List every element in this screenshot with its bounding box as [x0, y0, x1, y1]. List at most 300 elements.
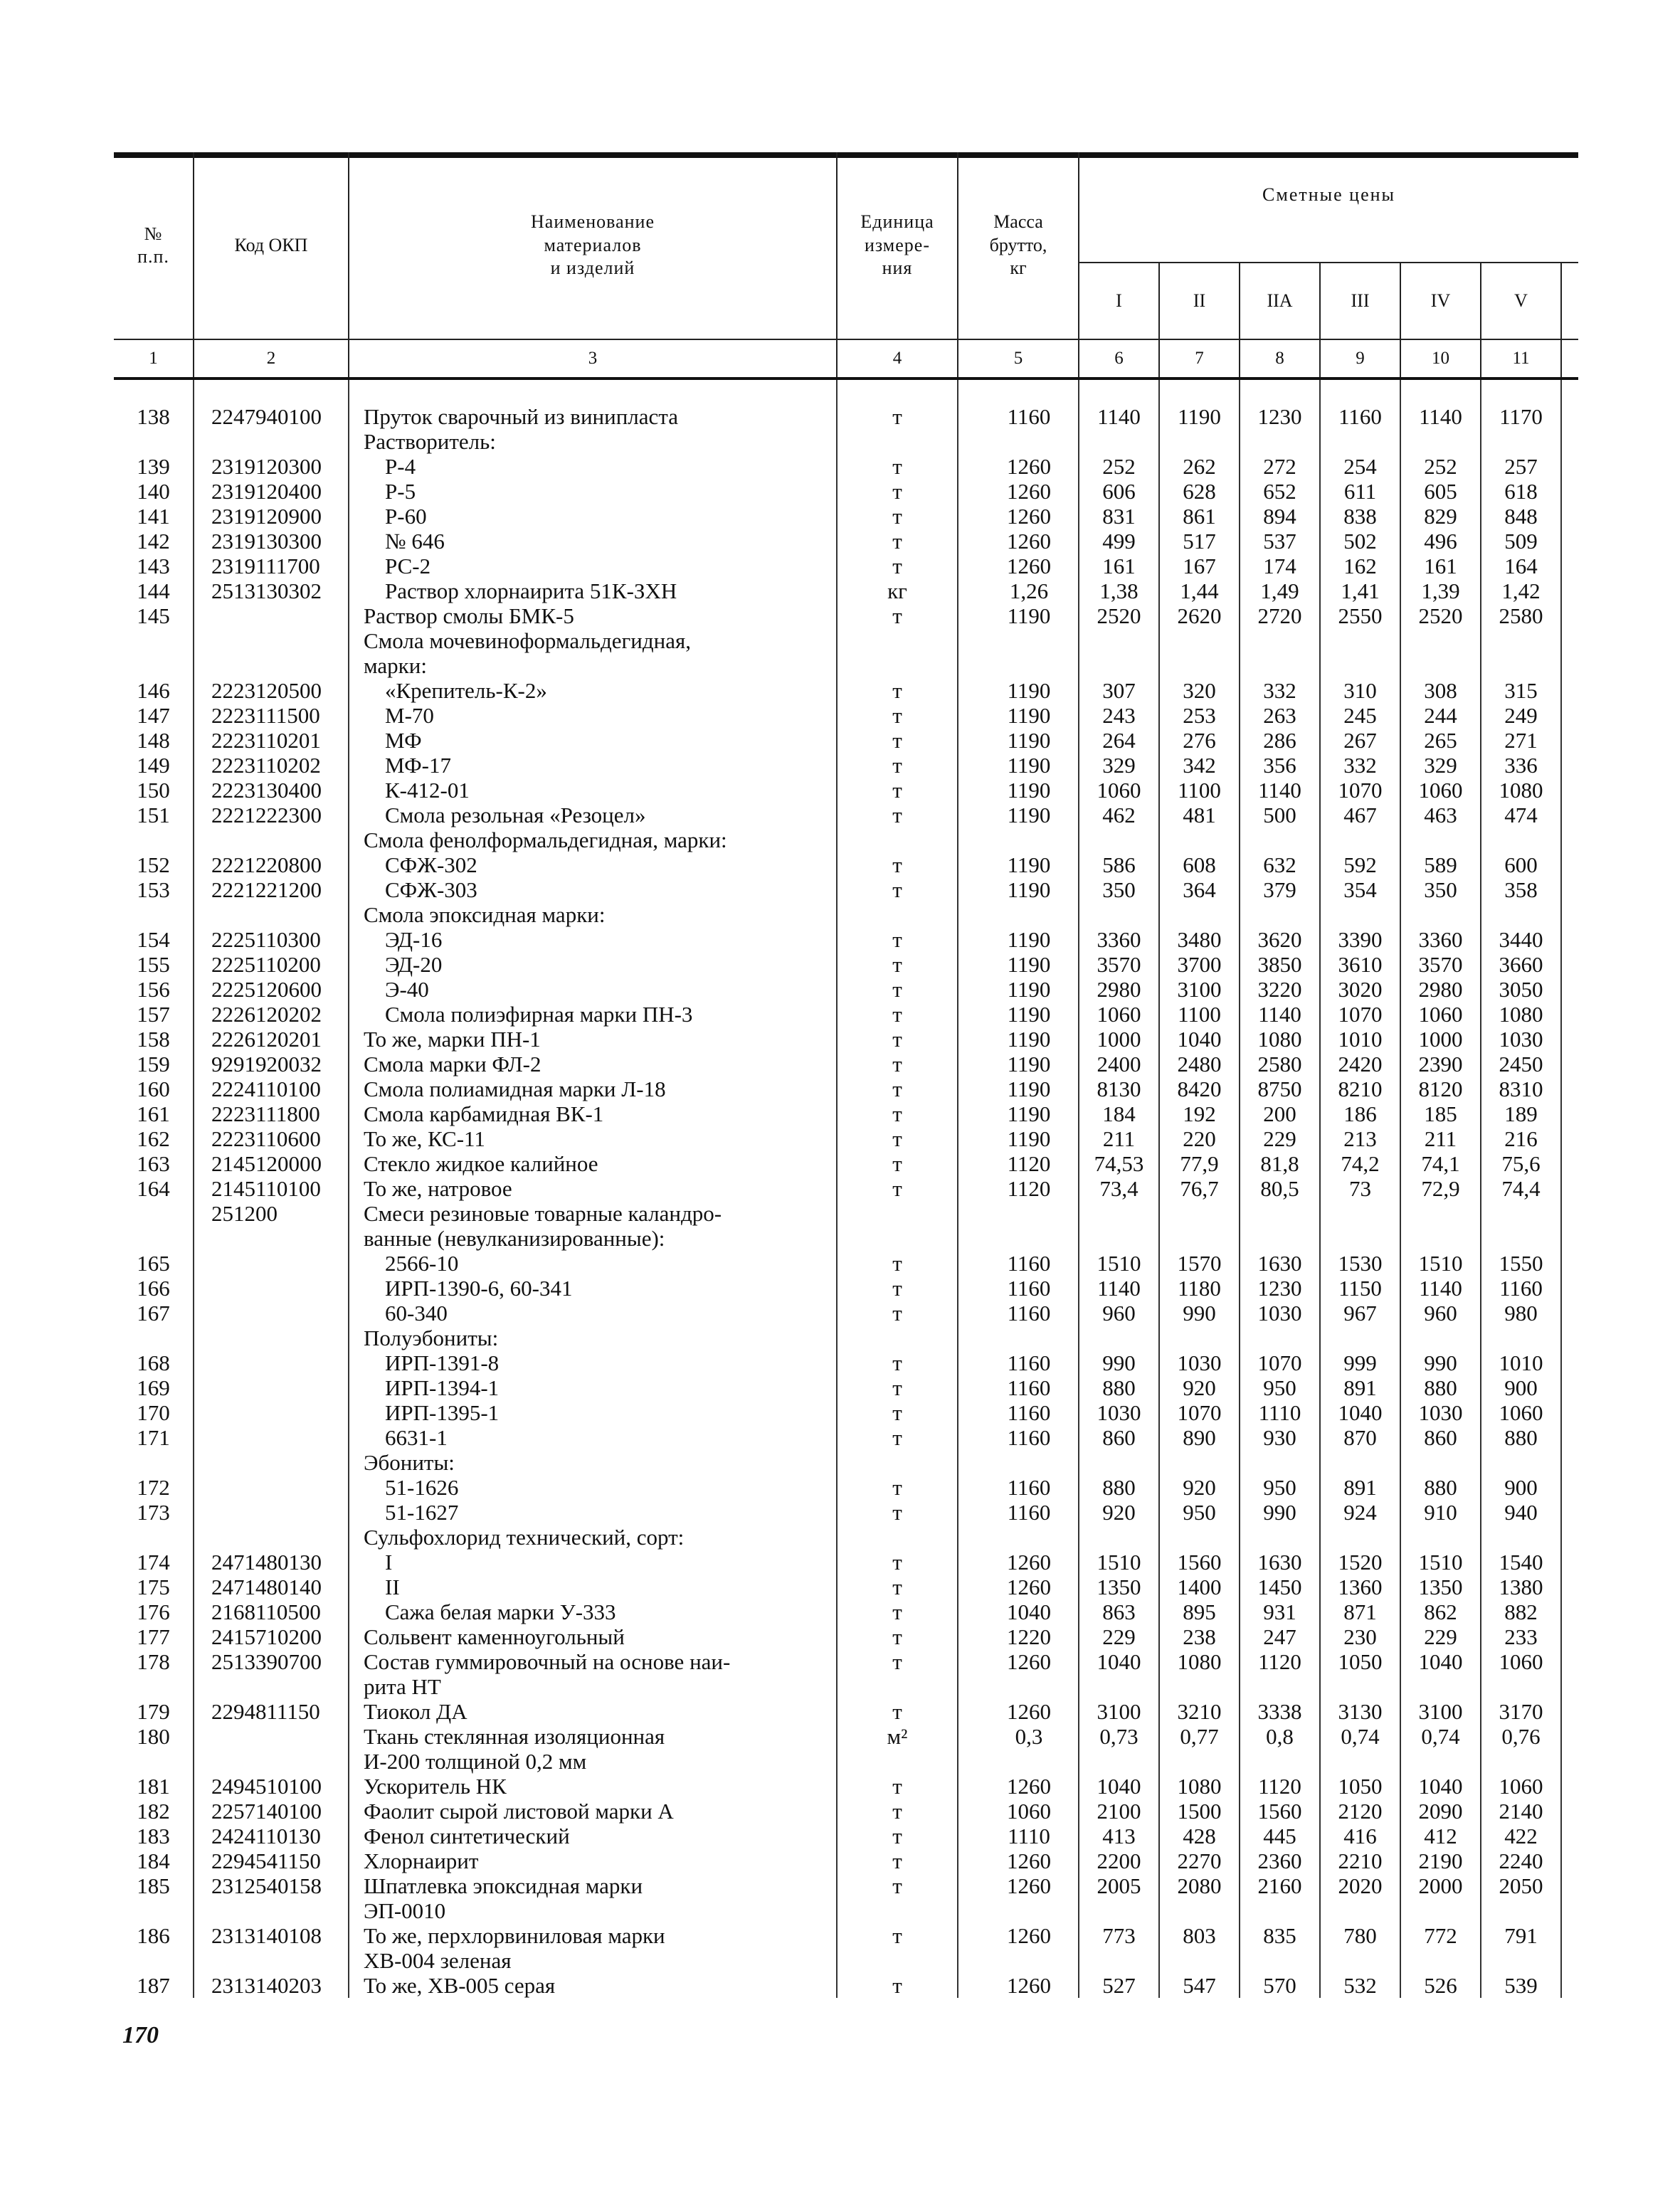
price-zone-iv: 1510 [1400, 1550, 1481, 1575]
price-zone-ii [1159, 1525, 1240, 1550]
gross-mass [958, 1450, 1079, 1475]
price-zone-ii [1159, 1201, 1240, 1226]
unit: т [837, 1799, 958, 1824]
table-row [114, 827, 1578, 852]
row-number: 185 [137, 1873, 170, 1898]
price-zone-i [1079, 1326, 1159, 1350]
price-zone-iv: 211 [1400, 1126, 1481, 1151]
price-zone-i: 831 [1079, 504, 1159, 529]
unit: т [837, 603, 958, 628]
price-zone-iia: 1080 [1240, 1027, 1320, 1052]
row-edge [1561, 902, 1578, 927]
row-number: 169 [137, 1375, 170, 1400]
price-table [114, 152, 1578, 1998]
price-zone-iia [1240, 429, 1320, 454]
material-name [349, 952, 837, 977]
price-zone-iv [1400, 1898, 1481, 1923]
okp-code: 2223110201 [194, 728, 349, 753]
material-name [349, 1002, 837, 1027]
material-name [349, 578, 837, 603]
price-zone-v: 1010 [1481, 1350, 1561, 1375]
row-edge [1561, 1400, 1578, 1425]
col-number-10: 10 [1400, 339, 1481, 379]
price-zone-iv: 308 [1400, 678, 1481, 703]
price-zone-iii: 2420 [1320, 1052, 1400, 1076]
unit: т [837, 1824, 958, 1848]
table-row [114, 778, 1578, 803]
okp-code: 2225120600 [194, 977, 349, 1002]
price-zone-iv: 244 [1400, 703, 1481, 728]
table-row [114, 1052, 1578, 1076]
unit: т [837, 1375, 958, 1400]
table-row [114, 703, 1578, 728]
row-number: 141 [137, 504, 170, 529]
row-edge [1561, 1550, 1578, 1575]
row-edge [1561, 1326, 1578, 1350]
gross-mass: 1190 [958, 1101, 1079, 1126]
price-zone-iv [1400, 1201, 1481, 1226]
gross-mass: 1260 [958, 1575, 1079, 1599]
material-name-text: РС-2 [385, 554, 431, 578]
gross-mass: 0,3 [958, 1724, 1079, 1749]
material-name: Растворитель: [349, 429, 837, 454]
table-row [114, 1774, 1578, 1799]
price-zone-ii: 1400 [1159, 1575, 1240, 1599]
unit: т [837, 1500, 958, 1525]
material-name [349, 1400, 837, 1425]
header-code: Код ОКП [194, 152, 349, 339]
row-number: 168 [137, 1350, 170, 1375]
price-zone-iv: 265 [1400, 728, 1481, 753]
price-zone-v: 2140 [1481, 1799, 1561, 1824]
unit: т [837, 1774, 958, 1799]
unit: т [837, 803, 958, 827]
table-row [114, 1251, 1578, 1276]
gross-mass: 1160 [958, 1251, 1079, 1276]
okp-code: 2319130300 [194, 529, 349, 554]
material-name-text: Р-4 [385, 454, 416, 479]
material-name: Смола фенолформальдегидная, марки: [349, 827, 837, 852]
header-mass: Масса брутто, кг [958, 152, 1079, 339]
unit: т [837, 678, 958, 703]
material-name-text: 51-1626 [385, 1475, 459, 1500]
price-zone-iia: 931 [1240, 1599, 1320, 1624]
row-edge [1561, 578, 1578, 603]
unit [837, 1201, 958, 1226]
price-zone-i: 8130 [1079, 1076, 1159, 1101]
gross-mass: 1160 [958, 1350, 1079, 1375]
gross-mass: 1190 [958, 977, 1079, 1002]
price-zone-ii [1159, 827, 1240, 852]
price-zone-ii [1159, 902, 1240, 927]
price-zone-iv: 829 [1400, 504, 1481, 529]
price-zone-iia [1240, 1226, 1320, 1251]
okp-code [194, 1301, 349, 1326]
price-zone-i: 863 [1079, 1599, 1159, 1624]
price-zone-v [1481, 1749, 1561, 1774]
okp-code: 2223120500 [194, 678, 349, 703]
unit: т [837, 1923, 958, 1948]
price-zone-iii: 611 [1320, 479, 1400, 504]
table-row [114, 1898, 1578, 1923]
row-edge [1561, 1724, 1578, 1749]
price-zone-iii: 1160 [1320, 404, 1400, 429]
price-zone-iia: 1560 [1240, 1799, 1320, 1824]
price-zone-v: 233 [1481, 1624, 1561, 1649]
table-row [114, 603, 1578, 628]
col-number-1: 1 [114, 339, 194, 379]
row-number: 161 [137, 1101, 170, 1126]
price-zone-v: 271 [1481, 728, 1561, 753]
price-zone-iia: 1230 [1240, 1276, 1320, 1301]
col-number-7: 7 [1159, 339, 1240, 379]
price-zone-ii: 192 [1159, 1101, 1240, 1126]
gross-mass: 1060 [958, 1799, 1079, 1824]
price-zone-v: 3050 [1481, 977, 1561, 1002]
material-name-text: 51-1627 [385, 1500, 459, 1525]
row-edge [1561, 1674, 1578, 1699]
row-edge [1561, 603, 1578, 628]
material-name: Состав гуммировочный на основе наи- [349, 1649, 837, 1674]
okp-code [194, 1525, 349, 1550]
table-row [114, 1276, 1578, 1301]
unit: т [837, 1848, 958, 1873]
price-zone-iii: 780 [1320, 1923, 1400, 1948]
price-zone-ii [1159, 1450, 1240, 1475]
price-zone-iia: 272 [1240, 454, 1320, 479]
table-row [114, 404, 1578, 429]
gross-mass: 1190 [958, 852, 1079, 877]
row-edge [1561, 728, 1578, 753]
price-zone-iia: 81,8 [1240, 1151, 1320, 1176]
price-zone-i: 499 [1079, 529, 1159, 554]
table-row [114, 852, 1578, 877]
unit [837, 1898, 958, 1923]
row-edge [1561, 927, 1578, 952]
price-zone-v: 880 [1481, 1425, 1561, 1450]
material-name [349, 1301, 837, 1326]
row-number [114, 1749, 194, 1774]
col-number-5: 5 [958, 339, 1079, 379]
price-zone-iii: 245 [1320, 703, 1400, 728]
gross-mass [958, 1674, 1079, 1699]
price-zone-i [1079, 1226, 1159, 1251]
price-zone-i: 161 [1079, 554, 1159, 578]
row-edge [1561, 1649, 1578, 1674]
price-zone-v: 1160 [1481, 1276, 1561, 1301]
row-number [114, 653, 194, 678]
price-zone-iii: 186 [1320, 1101, 1400, 1126]
unit: т [837, 1649, 958, 1674]
material-name-text: ЭД-20 [385, 952, 443, 977]
row-edge [1561, 1774, 1578, 1799]
price-zone-iii: 871 [1320, 1599, 1400, 1624]
material-name-text: СФЖ-303 [385, 877, 477, 902]
unit [837, 1948, 958, 1973]
price-zone-iv: 2090 [1400, 1799, 1481, 1824]
price-zone-ii: 238 [1159, 1624, 1240, 1649]
okp-code: 2247940100 [194, 404, 349, 429]
material-name [349, 1375, 837, 1400]
price-zone-i: 1350 [1079, 1575, 1159, 1599]
gross-mass [958, 1749, 1079, 1774]
material-name: Смола мочевиноформальдегидная, [349, 628, 837, 653]
price-zone-iia: 1450 [1240, 1575, 1320, 1599]
price-zone-v [1481, 827, 1561, 852]
okp-code [194, 1475, 349, 1500]
row-number: 178 [137, 1649, 170, 1674]
price-zone-iii: 3020 [1320, 977, 1400, 1002]
price-zone-iv: 2000 [1400, 1873, 1481, 1898]
row-edge [1561, 1575, 1578, 1599]
row-edge [1561, 1898, 1578, 1923]
table-row [114, 1674, 1578, 1699]
price-zone-ii: 342 [1159, 753, 1240, 778]
price-zone-ii: 76,7 [1159, 1176, 1240, 1201]
price-zone-v: 164 [1481, 554, 1561, 578]
price-zone-v: 600 [1481, 852, 1561, 877]
price-zone-iii: 416 [1320, 1824, 1400, 1848]
price-zone-ii [1159, 628, 1240, 653]
row-number: 184 [137, 1848, 170, 1873]
material-name-text: МФ [385, 728, 422, 753]
material-name [349, 1350, 837, 1375]
price-zone-i: 880 [1079, 1475, 1159, 1500]
okp-code: 2319120300 [194, 454, 349, 479]
okp-code [194, 653, 349, 678]
price-zone-v: 336 [1481, 753, 1561, 778]
price-zone-iia: 229 [1240, 1126, 1320, 1151]
price-zone-iii: 73 [1320, 1176, 1400, 1201]
price-zone-iii: 2550 [1320, 603, 1400, 628]
row-edge [1561, 1201, 1578, 1226]
material-name-text: Сажа белая марки У-333 [385, 1599, 616, 1624]
okp-code [194, 1375, 349, 1400]
material-name-text: МФ-17 [385, 753, 451, 778]
gross-mass: 1260 [958, 1848, 1079, 1873]
price-zone-iv: 772 [1400, 1923, 1481, 1948]
row-edge [1561, 1276, 1578, 1301]
price-zone-iia: 1110 [1240, 1400, 1320, 1425]
price-zone-iii: 838 [1320, 504, 1400, 529]
gross-mass: 1260 [958, 554, 1079, 578]
material-name: Эбониты: [349, 1450, 837, 1475]
table-row [114, 1848, 1578, 1873]
price-zone-iia: 2720 [1240, 603, 1320, 628]
row-number: 148 [137, 728, 170, 753]
price-zone-iii: 3390 [1320, 927, 1400, 952]
price-zone-iii: 467 [1320, 803, 1400, 827]
material-name: Смола полиамидная марки Л-18 [349, 1076, 837, 1101]
material-name: Смола марки ФЛ-2 [349, 1052, 837, 1076]
material-name-text: 60-340 [385, 1301, 448, 1326]
gross-mass: 1160 [958, 1301, 1079, 1326]
price-zone-i [1079, 902, 1159, 927]
header-name: Наименование материалов и изделий [349, 152, 837, 339]
spacer-row [114, 379, 1578, 404]
price-zone-v: 0,76 [1481, 1724, 1561, 1749]
okp-code [194, 1500, 349, 1525]
price-zone-ii: 253 [1159, 703, 1240, 728]
price-zone-ii [1159, 1226, 1240, 1251]
price-zone-v: 791 [1481, 1923, 1561, 1948]
price-zone-ii [1159, 1898, 1240, 1923]
price-zone-iia [1240, 1948, 1320, 1973]
price-zone-i: 2980 [1079, 977, 1159, 1002]
price-zone-iii [1320, 1948, 1400, 1973]
price-zone-i: 586 [1079, 852, 1159, 877]
material-name: Хлорнаирит [349, 1848, 837, 1873]
price-zone-ii: 276 [1159, 728, 1240, 753]
okp-code [194, 1425, 349, 1450]
okp-code: 2223111800 [194, 1101, 349, 1126]
gross-mass: 1160 [958, 1276, 1079, 1301]
unit: т [837, 1425, 958, 1450]
row-number [114, 429, 194, 454]
price-zone-v: 3440 [1481, 927, 1561, 952]
row-number: 147 [137, 703, 170, 728]
price-zone-v: 2240 [1481, 1848, 1561, 1873]
price-zone-iia: 379 [1240, 877, 1320, 902]
material-name [349, 1475, 837, 1500]
price-zone-v: 900 [1481, 1475, 1561, 1500]
price-zone-iv [1400, 1326, 1481, 1350]
row-edge [1561, 429, 1578, 454]
gross-mass [958, 653, 1079, 678]
price-zone-i: 211 [1079, 1126, 1159, 1151]
price-zone-iii: 230 [1320, 1624, 1400, 1649]
row-edge [1561, 877, 1578, 902]
material-name [349, 529, 837, 554]
price-zone-v: 3170 [1481, 1699, 1561, 1724]
price-zone-iv [1400, 1674, 1481, 1699]
unit: т [837, 1550, 958, 1575]
price-zone-i: 74,53 [1079, 1151, 1159, 1176]
price-zone-iia: 990 [1240, 1500, 1320, 1525]
price-zone-iv: 2390 [1400, 1052, 1481, 1076]
okp-code [194, 1350, 349, 1375]
gross-mass: 1260 [958, 1923, 1079, 1948]
row-number: 171 [137, 1425, 170, 1450]
price-zone-iii [1320, 429, 1400, 454]
price-zone-i [1079, 628, 1159, 653]
price-zone-i: 2400 [1079, 1052, 1159, 1076]
gross-mass: 1160 [958, 1425, 1079, 1450]
row-number [114, 1525, 194, 1550]
price-zone-iii: 924 [1320, 1500, 1400, 1525]
material-name [349, 1550, 837, 1575]
material-name-text: ИРП-1395-1 [385, 1400, 500, 1425]
price-zone-i: 264 [1079, 728, 1159, 753]
row-edge [1561, 1027, 1578, 1052]
price-zone-i: 880 [1079, 1375, 1159, 1400]
unit: т [837, 1400, 958, 1425]
price-zone-v: 882 [1481, 1599, 1561, 1624]
price-zone-iii [1320, 1201, 1400, 1226]
row-number: 144 [137, 578, 170, 603]
table-row [114, 1350, 1578, 1375]
gross-mass: 1160 [958, 1475, 1079, 1500]
price-zone-v: 249 [1481, 703, 1561, 728]
price-zone-ii: 77,9 [1159, 1151, 1240, 1176]
material-name: Ускоритель НК [349, 1774, 837, 1799]
material-name [349, 1276, 837, 1301]
table-row [114, 1824, 1578, 1848]
price-zone-iv: 1510 [1400, 1251, 1481, 1276]
price-zone-iv: 3360 [1400, 927, 1481, 952]
price-zone-iia [1240, 653, 1320, 678]
price-zone-ii: 1560 [1159, 1550, 1240, 1575]
material-name: Смола эпоксидная марки: [349, 902, 837, 927]
table-row [114, 1500, 1578, 1525]
price-zone-iii: 1010 [1320, 1027, 1400, 1052]
row-edge [1561, 1799, 1578, 1824]
gross-mass: 1190 [958, 728, 1079, 753]
okp-code: 2313140203 [194, 1973, 349, 1998]
header-zone-iii: III [1320, 263, 1400, 339]
gross-mass: 1260 [958, 1550, 1079, 1575]
unit: т [837, 753, 958, 778]
col-number-9: 9 [1320, 339, 1400, 379]
row-edge [1561, 1176, 1578, 1201]
price-zone-ii: 1070 [1159, 1400, 1240, 1425]
price-zone-ii [1159, 1326, 1240, 1350]
price-zone-iii: 2210 [1320, 1848, 1400, 1873]
price-zone-v: 509 [1481, 529, 1561, 554]
row-number: 170 [137, 1400, 170, 1425]
row-number: 167 [137, 1301, 170, 1326]
gross-mass: 1,26 [958, 578, 1079, 603]
gross-mass: 1160 [958, 404, 1079, 429]
price-zone-iia [1240, 1525, 1320, 1550]
table-body [114, 379, 1578, 1998]
price-zone-ii: 920 [1159, 1375, 1240, 1400]
row-number: 175 [137, 1575, 170, 1599]
table-row [114, 1550, 1578, 1575]
okp-code: 2223111500 [194, 703, 349, 728]
unit: т [837, 852, 958, 877]
row-edge [1561, 778, 1578, 803]
price-zone-iii: 1070 [1320, 1002, 1400, 1027]
gross-mass: 1120 [958, 1176, 1079, 1201]
gross-mass: 1190 [958, 603, 1079, 628]
price-zone-i: 2100 [1079, 1799, 1159, 1824]
okp-code: 2424110130 [194, 1824, 349, 1848]
table-row [114, 1425, 1578, 1450]
gross-mass: 1040 [958, 1599, 1079, 1624]
row-number [114, 827, 194, 852]
table-row [114, 977, 1578, 1002]
row-number: 145 [137, 603, 170, 628]
price-zone-ii [1159, 653, 1240, 678]
row-edge [1561, 803, 1578, 827]
gross-mass: 1260 [958, 1774, 1079, 1799]
price-zone-v: 422 [1481, 1824, 1561, 1848]
table-row [114, 1301, 1578, 1326]
price-zone-iii: 502 [1320, 529, 1400, 554]
row-number: 174 [137, 1550, 170, 1575]
price-zone-iia [1240, 628, 1320, 653]
okp-code: 2319111700 [194, 554, 349, 578]
price-zone-ii: 2270 [1159, 1848, 1240, 1873]
material-name [349, 753, 837, 778]
price-zone-iv: 329 [1400, 753, 1481, 778]
table-row [114, 1749, 1578, 1774]
price-zone-iii: 532 [1320, 1973, 1400, 1998]
material-name-text: ИРП-1394-1 [385, 1375, 500, 1400]
unit: т [837, 504, 958, 529]
price-zone-v: 1060 [1481, 1774, 1561, 1799]
